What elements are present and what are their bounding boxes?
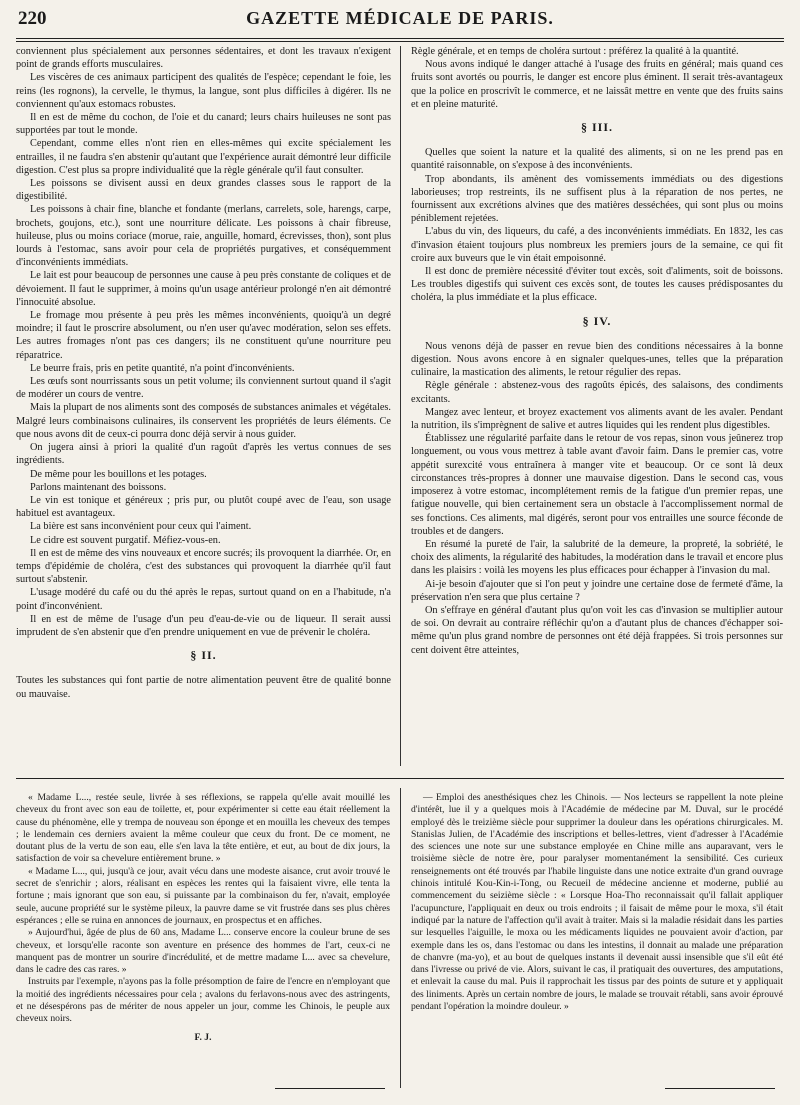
page-number: 220 [18,8,47,29]
paragraph: Toutes les substances qui font partie de notre alimentation peuvent être de qualité bonne ou mauvaise. [16,675,391,700]
paragraph: On jugera ainsi à priori la qualité d'un ragoût d'après les vertus connues de ses ingrédients. [16,442,391,467]
feuilleton-right [411,792,783,1084]
paragraph: Cependant, comme elles n'ont rien en elles-mêmes qui excite spécialement les entrailles, il ne faudra s'en abstenir qu'autant que l'expérience aurait démontré leur difficile digestion. C'est plus sa propre individualité que la règle générale qu'il faut consulter. [16,138,391,176]
paragraph: Le vin est tonique et généreux ; pris pur, ou plutôt coupé avec de l'eau, son usage habituel est avantageux. [16,494,391,520]
paragraph: Parlons maintenant des boissons. [30,481,167,493]
journal-title: GAZETTE MÉDICALE DE PARIS. [246,8,554,28]
signature: F. J. [194,1031,212,1043]
paragraph: — Emploi des anesthésiques chez les Chinois. — Nos lecteurs se rappellent la note pleine d'intérêt, lue il y a quelques mois à l'Académie de médecine par M. Duval, sur le procédé employé dès le treizième siècle pour supprimer la douleur dans les opérations chirurgicales. M. Stanislas Julien, de l'Académie des inscriptions et belles-lettres, vient d'adresser à l'Académie des sciences une note sur une substance employée en Chine mille ans auparavant, vers le troisième siècle de notre ère, pour paralyser momentanément la sensibilité. Ces curieux renseignements ont été trouvés par l'habile linguiste dans une notice extraite d'un grand ouvrage chinois intitulé Kou-Kin-i-Tong, ou Recueil de médecine ancienne et moderne, publié au commencement du seizième siècle : « Lorsque Hoa-Tho reconnaissait qu'il fallait appliquer l'acupuncture, l'appliquait en deux ou trois endroits ; il faisait de même pour le moxa, s'il était indiqué par la nature de l'affection qu'il avait à traiter. Mais si la maladie résidait dans les parties sur lesquelles l'aiguille, le moxa ou les médicaments liquides ne pouvaient avoir d'action, par exemple dans les os, dans l'estomac ou dans les intestins, il donnait au malade une préparation de chanvre (ma-yo), et au bout de quelques instants il devenait aussi insensible que s'il eût été dans l'ivresse ou privé de vie. Alors, suivant le cas, il pratiquait des ouvertures, des amputations, et enlevait la cause du mal. Puis il rapprochait les tissus par des points de suture et y appliquait des liniments. Après un certain nombre de jours, le malade se trouvait rétabli, sans avoir éprouvé pendant l'opération la moindre douleur. » [411,792,783,1013]
paragraph: Nous avons indiqué le danger attaché à l'usage des fruits en général; mais quand ces fruits sont avortés ou pourris, le danger est encore plus éminent. Il serait très-avantageux que la police en proscrivît le commerce, et ne laissât mettre en vente que des fruits sains et en pleine maturité. [411,59,783,110]
paragraph: Il en est de même du cochon, de l'oie et du canard; leurs chairs huileuses ne sont pas supportées par tout le monde. [16,112,391,137]
paragraph: L'usage modéré du café ou du thé après le repas, surtout quand on en a l'habitude, n'a point d'inconvénient. [16,587,391,612]
feuilleton-divider [400,788,401,1088]
paragraph: Nous venons déjà de passer en revue bien des conditions nécessaires à la bonne digestion. Nous avons encore à en signaler quelques-unes, telles que la préparation culinaire, la mastication des aliments, le retour régulier des repas. [411,340,783,379]
paragraph: conviennent plus spécialement aux personnes sédentaires, et dont les travaux n'exigent point de grands efforts musculaires. [16,46,391,71]
paragraph: « Madame L..., qui, jusqu'à ce jour, avait vécu dans une modeste aisance, crut avoir trouvé le secret de s'enrichir ; alors, réalisant en espèces les rentes qui la faisaient vivre, elle tenta la fortune ; mais ignorant que son eau, si puissante par la combinaison du fer, n'avait, employée seule, aucune propriété sur le système pileux, la pauvre dame se vit frustrée dans ses plus chères espérances ; elle se ruina en annonces de journaux, en prospectus et en affiches. [16,865,390,926]
end-rule [275,1088,385,1089]
paragraph: Trop abondants, ils amènent des vomissements immédiats ou des digestions laborieuses; trop restreints, ils ne suffisent plus à la réparation de nos pertes, ne fournissent aux excrétions alvines que des matières desséchées, qui sont plus ou moins péniblement rejetées. [411,173,783,225]
paragraph: Les poissons se divisent aussi en deux grandes classes sous le rapport de la digestibilité. [16,178,391,203]
paragraph: Mais la plupart de nos aliments sont des composés de substances animales et végétales. Malgré leurs combinaisons culinaires, ils conservent les propriétés de leurs éléments. Ce que nous avons dit de ceux-ci pourra donc déjà servir à nous guider. [16,402,391,440]
paragraph: En résumé la pureté de l'air, la salubrité de la demeure, la propreté, la sobriété, le choix des aliments, la régularité des habitudes, la modération dans le travail et encore plus dans les plaisirs : voilà les moyens les plus efficaces pour échapper à l'invasion du mal. [411,538,783,577]
paragraph: « Madame L..., restée seule, livrée à ses réflexions, se rappela qu'elle avait mouillé les cheveux du front avec son eau de toilette, et, pour expérimenter si cette eau était réellement la cause du phénomène, elle y trempa de nouveau son éponge et en mouilla les cheveux des tempes ; le lendemain ces derniers avaient la même couleur que ceux du front. De ce moment, ne doutant plus de la vertu de son eau, elle s'en lava la tête entière, et eut, au bout de dix jours, la satisfaction de voir sa chevelure entièrement brune. » [16,792,390,865]
paragraph: Établissez une régularité parfaite dans le retour de vos repas, sinon vous jeûnerez trop longuement, ou vous vous mettrez à table avant d'avoir faim. Dans le premier cas, votre appétit surexcité vous entraînera à manger vite et beaucoup. Or ce sont là deux circonstances très-propres à donner une mauvaise digestion. Dans le second cas, vous imposerez à votre estomac, incomplétement remis de la fatigue d'un premier repas, une fatigue nouvelle, qui bien certainement sera un obstacle à l'accomplissement normal de ses fonctions. Ces aliments, mal digérés, seront pour vos entrailles une source féconde de troubles et de dangers. [411,433,783,537]
paragraph: Les viscères de ces animaux participent des qualités de l'espèce; cependant le foie, les reins (les rognons), la cervelle, le thymus, la langue, sont plus difficiles à digérer. Ils ne conviennent qu'aux estomacs robustes. [16,72,391,110]
paragraph: Mangez avec lenteur, et broyez exactement vos aliments avant de les avaler. Pendant la nutrition, ils s'imprègnent de salive et autres liquides qui les rendent plus digestibles. [411,406,783,432]
right-column [411,45,783,761]
paragraph: Les poissons à chair fine, blanche et fondante (merlans, carrelets, sole, harengs, carpe, brochets, goujons, etc.), sont une nourriture délicate. Les poissons à chair fibreuse, huileuse, plus ou moins coriace (morue, raie, anguille, homard, écrevisses, thon), sont plus lourds à l'estomac, sans avoir pour cela de propriétés purgatives, et conséquemment d'inconvénients immédiats. [16,204,391,269]
paragraph: Le beurre frais, pris en petite quantité, n'a point d'inconvénients. [30,362,295,374]
paragraph: Ai-je besoin d'ajouter que si l'on peut y joindre une certaine dose de fermeté d'âme, la préservation n'en sera que plus certaine ? [411,578,783,603]
paragraph: Le cidre est souvent purgatif. Méfiez-vous-en. [30,534,221,546]
paragraph: Le lait est pour beaucoup de personnes une cause à peu près constante de coliques et de dévoiement. Il faut le supprimer, à moins qu'un usage antérieur prolongé n'en ait démontré l'innocuité absolue. [16,270,391,308]
paragraph: » Aujourd'hui, âgée de plus de 60 ans, Madame L... conserve encore la couleur brune de ses cheveux, et lorsqu'elle raconte son aventure en présence des hommes de l'art, ceux-ci ne manquent pas de montrer un sourire d'incrédulité, et de mettre madame L... avec sa chevelure, dans le cadre des cas rares. » [16,927,390,976]
column-divider [400,46,401,766]
paragraph: Règle générale, et en temps de choléra surtout : préférez la qualité à la quantité. [411,46,739,57]
paragraph: Quelles que soient la nature et la qualité des aliments, si on ne les prend pas en quantité raisonnable, on s'expose à des inconvénients. [411,147,783,172]
left-column [16,45,391,761]
paragraph: Les œufs sont nourrissants sous un petit volume; ils conviennent surtout quand il s'agit de modérer un cours de ventre. [16,376,391,401]
paragraph: De même pour les bouillons et les potages. [30,468,207,480]
header-rule [16,38,784,42]
paragraph: Règle générale : abstenez-vous des ragoûts épicés, des salaisons, des condiments excitants. [411,380,783,405]
section-heading-3: § III. [580,120,613,135]
paragraph: On s'effraye en général d'autant plus qu'on voit les cas d'invasion se multiplier autour de soi. On devrait au contraire réfléchir qu'on a d'autant plus de chances d'échapper soi-même qu'un plus grand nombre de personnes ont été déjà frappées. Si trois personnes sur cent doivent être atteintes, [411,604,783,656]
end-rule [665,1088,775,1089]
paragraph: La bière est sans inconvénient pour ceux qui l'aiment. [30,521,252,533]
page-header [16,6,784,32]
paragraph: Il en est de même de l'usage d'un peu d'eau-de-vie ou de liqueur. Il serait aussi imprudent de s'en abstenir que d'en prendre uniquement en vue de prévenir le choléra. [16,613,391,638]
section-heading-2: § II. [190,648,217,663]
feuilleton-left [16,792,390,1084]
paragraph: L'abus du vin, des liqueurs, du café, a des inconvénients immédiats. En 1832, les cas d'invasion étaient toujours plus nombreux les premiers jours de la semaine, ce qui fit croire aux buveurs que le vin était empoisonné. [411,226,783,264]
paragraph: Instruits par l'exemple, n'ayons pas la folle présomption de faire de l'encre en n'employant que la moitié des ingrédients nécessaires pour cela ; avalons du ferlavons-nous avec des astringents, et ne désespérons pas de mériter de nous appeler un jour, comme les Chinois, le peuple aux cheveux noirs. [16,976,390,1025]
section-heading-4: § IV. [582,313,612,328]
paragraph: Il est donc de première nécessité d'éviter tout excès, soit d'aliments, soit de boissons. Les troubles digestifs qui suivent ces excès sont, de toutes les causes prédisposantes du choléra, la plus immédiate et la plus efficace. [411,266,783,304]
paragraph: Il en est de même des vins nouveaux et encore sucrés; ils provoquent la diarrhée. Or, en temps d'épidémie de choléra, c'est des substances qui provoquent la diarrhée qu'il faut surtout s'abstenir. [16,547,391,586]
feuilleton-rule [16,778,784,779]
paragraph: Le fromage mou présente à peu près les mêmes inconvénients, quoiqu'à un degré moindre; il faut le proscrire absolument, ou n'en user qu'avec modération, selon ses effets. Les autres fromages n'ont pas ces dangers; ils ne constituent qu'une nourriture peu réparatrice. [16,310,391,361]
